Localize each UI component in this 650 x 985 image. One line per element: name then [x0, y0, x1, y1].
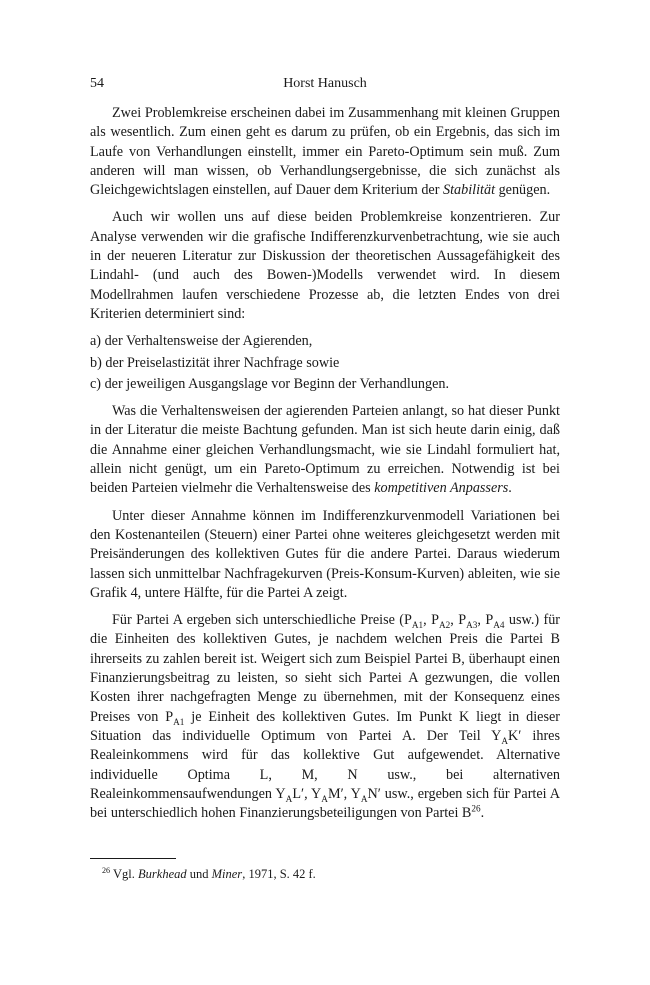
paragraph-4: Unter dieser Annahme können im Indifferenzkurvenmodell Variationen bei den Kostenanteilen (Steuern) einer Partei ohne weiteres gleichgesetzt werden mit Preisänderungen des kollektiven Gutes für die andere Partei. Daraus wiederum lassen sich unmittelbar Nachfragekurven (Preis-Konsum-Kurven) ableiten, wie sie Grafik 4, untere Hälfte, für die Partei A zeigt.	[90, 507, 560, 601]
emphasis-kompetitiv: kompetitiven Anpassers	[374, 480, 509, 497]
paragraph-2: Auch wir wollen uns auf diese beiden Problemkreise konzentrieren. Zur Analyse verwenden wir die grafische Indifferenzkurvenbetrachtung, wie sie auch in der neueren Literatur zur Diskussion der theoretischen Aussagefähigkeit des Lindahl- (und auch des Bowen-)Modells verwendet wird. In diesem Modellrahmen laufen verschiedene Prozesse ab, die letzten Endes von drei Kriterien determiniert sind:	[90, 209, 560, 322]
footnote-reference[interactable]: 26	[471, 803, 481, 814]
page-header	[90, 76, 560, 96]
author-miner: Miner	[211, 867, 243, 881]
body-text	[90, 104, 560, 831]
paragraph-1: Zwei Problemkreise erscheinen dabei im Zusammenhang mit kleinen Gruppen als wesentlich. Zum einen geht es darum zu prüfen, ob ein Ergebnis, das sich im Laufe von Verhandlungen einstellt, immer ein Pareto-Optimum sein muß. Zum anderen will man wissen, ob Verhandlungsergebnisse, die sich zunächst als Gleichgewichtslagen einstellen, auf Dauer dem Kriterium der Stabilität genügen.	[90, 105, 560, 199]
list-item: b) der Preiselastizität ihrer Nachfrage sowie	[90, 354, 340, 371]
paragraph-5: Für Partei A ergeben sich unterschiedliche Preise ($P_{A1}$, $P_{A2}$, $P_{A3}$, $P_{A4}$ usw.) für die Einheiten des kollektiven Gutes, je nachdem welchen Preis die Partei B ihrerseits zu zahlen bereit ist. Weigert sich zum Beispiel Partei B, überhaupt einen Finanzierungsbeitrag zu leisten, so sieht sich Partei A gezwungen, die vollen Kosten ihrer nachgefragten Menge zu übernehmen, mit der Konsequenz eines Preises von $P_{A1}$ je Einheit des kollektiven Gutes. Im Punkt K liegt in dieser Situation das individuelle Optimum von Partei A. Der Teil $Y_AK'$ ihres Realeinkommens wird für das kollektive Gut aufgewendet. Alternative individuelle Optima L, M, N usw., bei alternativen Realeinkommensaufwendungen $Y_AL'$, $Y_AM'$, $Y_AN'$ usw., ergeben sich für Partei A bei unterschiedlich hohen Finanzierungsbeteiligungen von Partei $B^{26}$.	[90, 612, 561, 822]
footnote-divider	[90, 858, 176, 859]
criteria-list	[90, 332, 560, 394]
author-burkhead: Burkhead	[138, 867, 187, 881]
list-item: a) der Verhaltensweise der Agierenden,	[90, 333, 313, 350]
footnote: $^{26}$ Vgl. Burkhead und Miner, 1971, S. 42 f.	[102, 865, 316, 881]
running-title: Horst Hanusch	[283, 76, 367, 91]
emphasis-stabilitaet: Stabilität	[442, 182, 496, 199]
page-number: 54	[90, 76, 104, 91]
list-item: c) der jeweiligen Ausgangslage vor Beginn der Verhandlungen.	[90, 375, 450, 392]
paragraph-3: Was die Verhaltensweisen der agierenden Parteien anlangt, so hat dieser Punkt in der Literatur die meiste Bachtung gefunden. Man ist sich heute darin einig, daß die Annahme einer gleichen Verhandlungsmacht, wie sie Lindahl formuliert hat, allein nicht genügt, um ein Pareto-Optimum zu erreichen. Notwendig ist bei beiden Parteien vielmehr die Verhaltensweise des kompetitiven Anpassers.	[90, 403, 560, 497]
footnote-marker: 26	[102, 865, 111, 875]
